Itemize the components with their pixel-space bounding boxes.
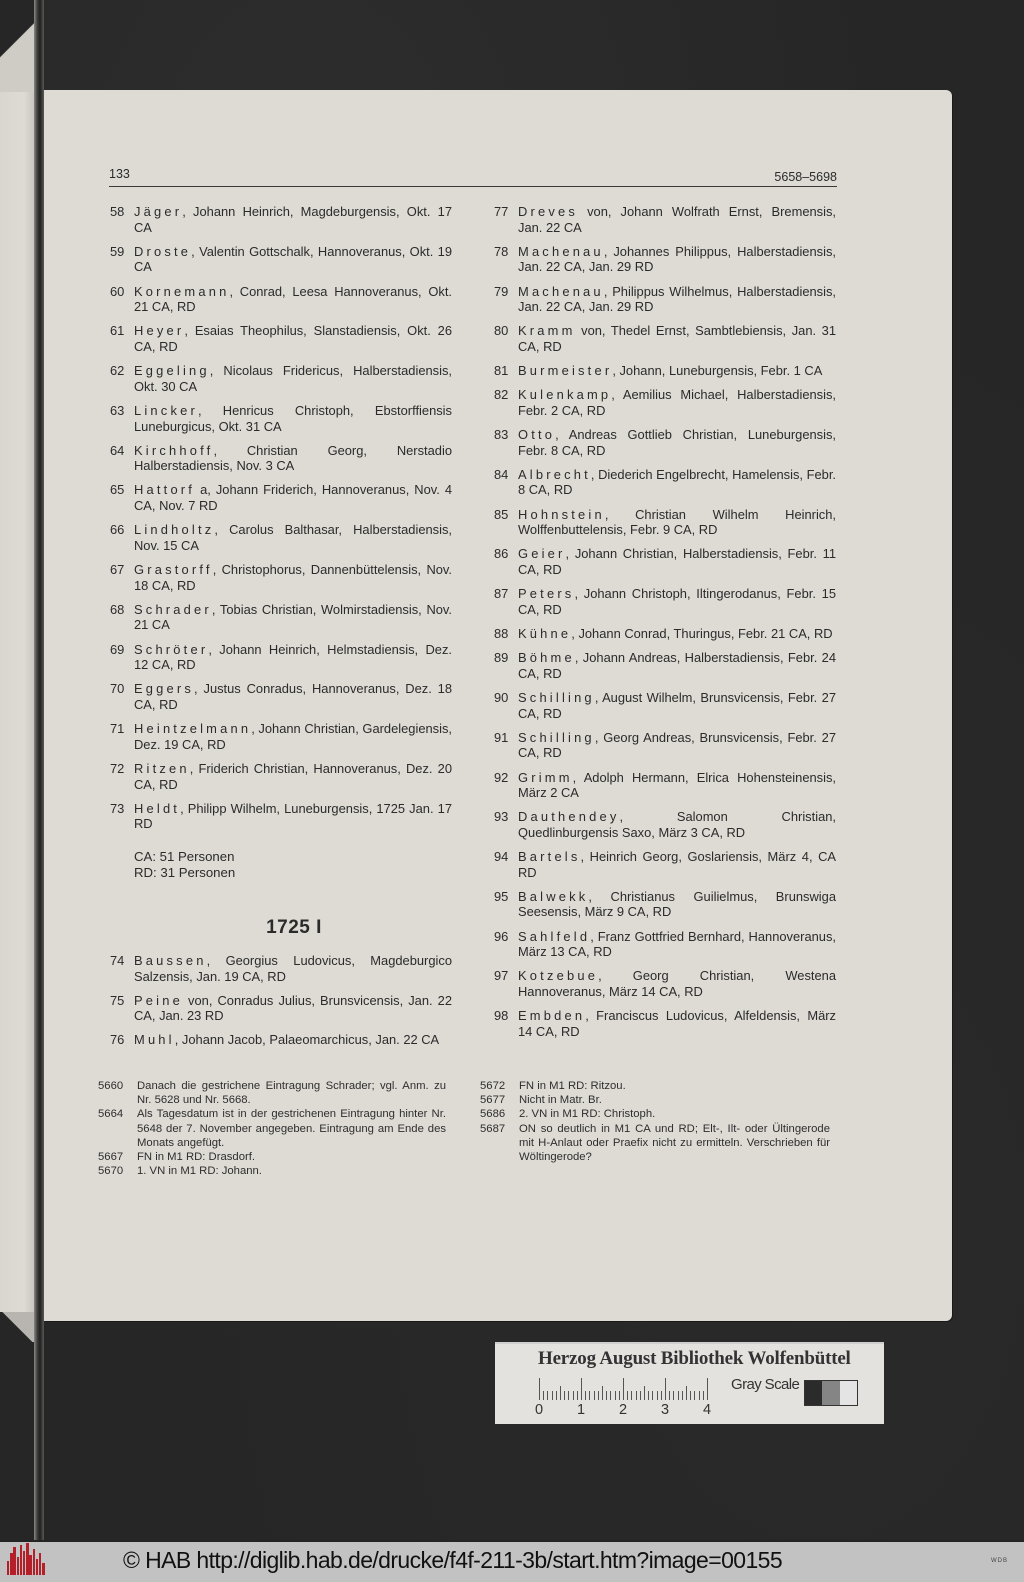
entry-number: 82 [494,387,509,403]
ruler-tick [665,1378,666,1400]
entry-details: , Philipp Wilhelm, Luneburgensis, 1725 Jan. 17 RD [134,800,452,832]
right-column [486,204,836,1048]
entry-surname: Schilling [518,689,595,705]
entry-details: , Andreas Gottlieb Christian, Luneburgensis, Febr. 8 CA, RD [518,427,836,458]
footnote-number: 5686 [480,1108,506,1121]
entry-surname: Jäger [134,204,183,219]
list-item [486,809,836,840]
entry-details: , Esaias Theophilus, Slanstadiensis, Okt. 26 CA, RD [134,323,452,354]
footnote-number: 5670 [98,1165,124,1178]
entry-surname: Dreves [518,204,579,219]
copyright-url[interactable]: © HAB http://diglib.hab.de/drucke/f4f-211-3b/start.htm?image=00155 [123,1547,783,1573]
ruler-tick [568,1391,569,1400]
entry-number: 77 [494,204,509,219]
ruler-label: 1 [577,1402,586,1418]
entry-number: 81 [494,363,509,379]
list-item [102,602,452,633]
entry-number: 76 [110,1032,125,1048]
footnote-number: 5667 [98,1151,124,1164]
entry-details: , Johann Christian, Halberstadiensis, Febr. 11 CA, RD [518,546,836,578]
left-column [102,204,452,1057]
gray-scale-label: Gray Scale [731,1376,800,1393]
footnote-text: 2. VN in M1 RD: Christoph. [519,1108,656,1121]
list-item [102,323,452,354]
entry-details: , Johannes Philippus, Halberstadiensis, Jan. 22 CA, Jan. 29 RD [518,243,836,275]
entry-surname: Burmeister [518,363,613,379]
running-header [109,164,837,187]
list-item [486,387,836,418]
footnote-text: Nicht in Matr. Br. [519,1094,602,1107]
entry-surname: Kulenkamp [518,387,612,403]
entry-number: 71 [110,721,125,737]
footnote-number: 5687 [480,1122,506,1135]
footnote [98,1150,446,1164]
entry-surname: Kühne [518,626,572,641]
footnote-text: FN in M1 RD: Drasdorf. [137,1151,256,1164]
entry-details: von, Conradus Julius, Brunsvicensis, Jan. 22 CA, Jan. 23 RD [134,992,452,1024]
entry-number: 97 [494,968,509,984]
entry-surname: Geier [518,546,566,562]
entry-surname: Kirchhoff [134,442,214,458]
entry-number: 73 [110,800,125,816]
entry-surname: Droste [134,243,192,259]
entry-details: , Johann Andreas, Halberstadiensis, Febr. 24 CA, RD [518,650,836,681]
entry-details: , Georg Christian, Westena Hannoveranus, März 14 CA, RD [518,968,836,1000]
entry-number: 91 [494,729,509,745]
entry-surname: Hohnstein [518,506,605,522]
entry-details: , Aemilius Michael, Halberstadiensis, Febr. 2 CA, RD [518,387,836,418]
list-item [102,204,452,235]
ruler-tick [602,1386,603,1400]
viewer-footer [0,1542,1024,1582]
ruler-tick [707,1378,708,1400]
entry-surname: Schröter [134,641,209,657]
entry-details: , Johann Christian, Gardelegiensis, Dez. 19 CA, RD [134,721,452,752]
entry-surname: Heyer [134,323,185,339]
list-item [486,770,836,801]
entry-surname: Grastorff [134,562,213,578]
entry-surname: Ritzen [134,760,190,776]
footnote [480,1122,830,1165]
entry-surname: Schrader [134,601,212,617]
entry-number: 72 [110,760,125,776]
ruler-tick [694,1391,695,1400]
ruler-tick [573,1391,574,1400]
ruler-tick [648,1391,649,1400]
list-item [486,690,836,721]
entry-surname: Heintzelmann [134,721,252,737]
ruler-tick [589,1391,590,1400]
ruler-tick [682,1391,683,1400]
ruler-labels [535,1402,725,1420]
entry-details: , Johann, Luneburgensis, Febr. 1 CA [612,363,823,379]
entry-details: , Georg Andreas, Brunsvicensis, Febr. 27 CA, RD [518,729,836,761]
entry-details: , Franciscus Ludovicus, Alfeldensis, März 14 CA, RD [518,1008,836,1039]
list-item [486,546,836,577]
list-item [102,1032,452,1048]
ruler-tick [686,1386,687,1400]
entry-number: 58 [110,204,125,219]
list-item [102,522,452,553]
entry-surname: Sahlfeld [518,928,591,944]
entry-details: , Johann Heinrich, Magdeburgensis, Okt. 17 CA [134,204,452,235]
list-item [102,721,452,752]
footnote-text: FN in M1 RD: Ritzou. [519,1080,626,1092]
list-item [102,363,452,394]
ruler-tick [547,1391,548,1400]
entry-details: , Valentin Gottschalk, Hannoveranus, Okt. 19 CA [134,243,452,275]
list-item [486,1008,836,1039]
entry-number: 87 [494,586,509,602]
footnotes-left [98,1079,446,1178]
ruler-tick [594,1391,595,1400]
footnote-text: Danach die gestrichene Eintragung Schrader; vgl. Anm. zu Nr. 5628 und Nr. 5668. [137,1080,446,1107]
entry-surname: Lincker [134,402,198,418]
book-page [44,90,952,1321]
entry-details: , Salomon Christian, Quedlinburgensis Saxo, März 3 CA, RD [518,809,836,840]
ruler-tick [585,1391,586,1400]
entry-surname: Baussen [134,952,207,968]
entry-details: , Christian Wilhelm Heinrich, Wolffenbuttelensis, Febr. 9 CA, RD [518,506,836,538]
footnote-number: 5677 [480,1094,506,1107]
footnote-text: 1. VN in M1 RD: Johann. [137,1165,262,1178]
ruler-tick [556,1391,557,1400]
list-item [102,642,452,673]
list-item [102,681,452,712]
color-scale-card [495,1342,884,1424]
entry-number: 60 [110,283,125,299]
entry-range: 5658–5698 [774,170,837,184]
ruler-tick [652,1391,653,1400]
ruler-tick [619,1391,620,1400]
entry-number: 79 [494,283,509,299]
list-item [102,953,452,984]
entry-surname: Peters [518,586,575,602]
entry-surname: Kramm [518,323,576,339]
page-number: 133 [109,167,130,181]
entry-number: 95 [494,888,509,904]
ruler-tick [640,1391,641,1400]
entry-surname: Kotzebue [518,968,599,984]
entry-surname: Otto [518,427,556,443]
list-item [486,363,836,379]
list-item [102,801,452,832]
ruler-tick [678,1391,679,1400]
entry-number: 67 [110,562,125,578]
entry-list [102,204,452,832]
list-item [486,507,836,538]
list-item [486,244,836,275]
entry-details: , Carolus Balthasar, Halberstadiensis, Nov. 15 CA [134,522,452,553]
entry-number: 59 [110,243,125,259]
entry-number: 98 [494,1008,509,1024]
entry-details: , Adolph Hermann, Elrica Hohensteinensis, März 2 CA [518,769,836,801]
entry-details: , Johann Conrad, Thuringus, Febr. 21 CA, RD [571,626,833,641]
entry-surname: Hattorf [134,482,196,498]
ruler-tick [669,1391,670,1400]
entry-surname: Machenau [518,283,604,299]
entry-surname: Grimm [518,769,573,785]
list-item [486,467,836,498]
entry-details: , Conrad, Leesa Hannoveranus, Okt. 21 CA, RD [134,283,452,315]
year-heading: 1725 I [266,916,322,938]
entry-number: 90 [494,689,509,705]
entry-list [102,953,452,1048]
list-item [102,443,452,474]
entry-surname: Lindholtz [134,522,215,538]
footnote [480,1093,830,1107]
ruler-tick [564,1391,565,1400]
ruler-label: 4 [703,1402,712,1418]
entry-number: 63 [110,402,125,418]
ruler-tick [577,1391,578,1400]
entry-surname: Muhl [134,1032,175,1048]
footnote [98,1107,446,1150]
entry-number: 84 [494,466,509,482]
list-item [486,284,836,315]
entry-details: , Tobias Christian, Wolmirstadiensis, Nov. 21 CA [134,601,452,633]
list-item [486,968,836,999]
footnote-text: Als Tagesdatum ist in der gestrichenen Eintragung hinter Nr. 5648 der 7. November angegeben. Eintragung am Ende des Monats angefügt. [137,1108,446,1149]
entry-list [486,204,836,1039]
entry-details: , Diederich Engelbrecht, Hamelensis, Febr. 8 CA, RD [518,466,836,498]
ruler-tick [552,1391,553,1400]
entry-number: 94 [494,849,509,865]
gray-scale-swatches [804,1380,858,1406]
entry-details: , Franz Gottfried Bernhard, Hannoveranus, März 13 CA, RD [518,928,836,960]
entry-number: 92 [494,769,509,785]
entry-surname: Peine [134,992,183,1008]
entry-details: von, Thedel Ernst, Sambtlebiensis, Jan. 31 CA, RD [518,323,836,354]
ruler-tick [703,1391,704,1400]
entry-number: 83 [494,427,509,443]
ruler-tick [598,1391,599,1400]
entry-number: 86 [494,546,509,562]
entry-details: , Philippus Wilhelmus, Halberstadiensis, Jan. 22 CA, Jan. 29 RD [518,283,836,315]
list-item [102,244,452,275]
entry-surname: Schilling [518,729,595,745]
entry-details: , Justus Conradus, Hannoveranus, Dez. 18 CA, RD [134,681,452,712]
ruler-label: 2 [619,1402,628,1418]
list-item [102,284,452,315]
entry-details: , Georgius Ludovicus, Magdeburgico Salzensis, Jan. 19 CA, RD [134,952,452,984]
entry-surname: Dauthendey [518,809,620,825]
list-item [486,929,836,960]
footnote [98,1164,446,1178]
entry-details: , Christianus Guilielmus, Brunswiga Seesensis, März 9 CA, RD [518,888,836,920]
entry-surname: Eggeling [134,363,210,379]
entry-number: 61 [110,323,125,339]
adjacent-page-corner-bottom [0,1312,34,1342]
entry-surname: Heldt [134,800,181,816]
entry-number: 85 [494,506,509,522]
entry-number: 65 [110,482,125,498]
entry-details: , Johann Heinrich, Helmstadiensis, Dez. 12 CA, RD [134,641,452,673]
entry-number: 88 [494,626,509,641]
footnote-number: 5672 [480,1080,506,1092]
entry-details: von, Johann Wolfrath Ernst, Bremensis, Jan. 22 CA [518,204,836,235]
ruler-icon [539,1378,711,1400]
ruler-tick [661,1391,662,1400]
entry-number: 66 [110,522,125,538]
entry-surname: Albrecht [518,466,591,482]
entry-details: , Christian Georg, Nerstadio Halberstadiensis, Nov. 3 CA [134,442,452,474]
entry-details: , Johann Jacob, Palaeomarchicus, Jan. 22 CA [174,1032,440,1048]
entry-details: , Henricus Christoph, Ebstorffiensis Luneburgicus, Okt. 31 CA [134,402,452,434]
list-item [486,427,836,458]
entry-details: a, Johann Friderich, Hannoveranus, Nov. 4 CA, Nov. 7 RD [134,482,452,514]
footnote-number: 5664 [98,1108,124,1121]
ruler-tick [606,1391,607,1400]
entry-details: , Friderich Christian, Hannoveranus, Dez. 20 CA, RD [134,760,452,792]
footnote-number: 5660 [98,1080,124,1092]
ruler-tick [623,1378,624,1400]
library-name: Herzog August Bibliothek Wolfenbüttel [538,1348,851,1369]
entry-number: 93 [494,809,509,825]
list-item [486,626,836,642]
entry-number: 78 [494,243,509,259]
entry-number: 96 [494,928,509,944]
entry-surname: Bartels [518,849,581,865]
ruler-tick [539,1378,540,1400]
entry-number: 70 [110,681,125,697]
list-item [486,849,836,880]
footnotes-right [480,1079,830,1164]
entry-surname: Eggers [134,681,195,697]
footnote [480,1107,830,1121]
list-item [102,562,452,593]
ruler-tick [631,1391,632,1400]
footnote [98,1079,446,1107]
adjacent-page-corner-top [0,0,34,92]
entry-surname: Balwekk [518,888,589,904]
ruler-tick [627,1391,628,1400]
ruler-label: 0 [535,1402,544,1418]
footnote-text: ON so deutlich in M1 CA und RD; Elt-, Ilt- oder Ültingerode mit H-Anlaut oder Praefix nicht zu ermitteln. Verschrieben für Wöltingerode? [519,1122,830,1164]
entry-number: 74 [110,952,125,968]
entry-details: , August Wilhelm, Brunsvicensis, Febr. 27 CA, RD [518,689,836,721]
total-rd: RD: 31 Personen [134,864,236,880]
entry-number: 80 [494,323,509,339]
entry-details: , Nicolaus Fridericus, Halberstadiensis, Okt. 30 CA [134,363,452,394]
adjacent-page-edge [0,90,34,1325]
entry-number: 64 [110,442,125,458]
list-item [486,650,836,681]
ruler-tick [657,1391,658,1400]
gray-swatch [822,1381,839,1405]
ruler-tick [610,1391,611,1400]
totals [134,849,452,881]
ruler-tick [636,1391,637,1400]
wdb-mark: WDB [991,1558,1008,1564]
entry-surname: Böhme [518,650,575,666]
entry-details: , Heinrich Georg, Goslariensis, März 4, CA RD [518,849,836,880]
entry-details: , Johann Christoph, Iltingerodanus, Febr. 15 CA, RD [518,586,836,617]
list-item [486,586,836,617]
ruler-tick [644,1386,645,1400]
entry-number: 69 [110,641,125,657]
entry-number: 75 [110,992,125,1008]
footnote [480,1079,830,1093]
entry-number: 89 [494,650,509,666]
entry-surname: Embden [518,1008,586,1024]
list-item [486,204,836,235]
gray-swatch [840,1381,857,1405]
list-item [486,730,836,761]
list-item [486,889,836,920]
list-item [102,761,452,792]
ruler-tick [615,1391,616,1400]
ruler-tick [543,1391,544,1400]
ruler-tick [581,1378,582,1400]
entry-number: 68 [110,601,125,617]
hab-logo-icon[interactable] [4,1546,46,1578]
entry-number: 62 [110,363,125,379]
ruler-tick [673,1391,674,1400]
ruler-tick [560,1386,561,1400]
entry-surname: Machenau [518,243,604,259]
entry-surname: Kornemann [134,283,230,299]
list-item [486,323,836,354]
list-item [102,482,452,513]
list-item [102,403,452,434]
entry-details: , Christophorus, Dannenbüttelensis, Nov. 18 CA, RD [134,562,452,593]
ruler-tick [690,1391,691,1400]
total-ca: CA: 51 Personen [134,848,235,864]
gray-swatch [805,1381,822,1405]
ruler-label: 3 [661,1402,670,1418]
ruler-tick [699,1391,700,1400]
book-spine [34,0,44,1540]
list-item [102,993,452,1024]
